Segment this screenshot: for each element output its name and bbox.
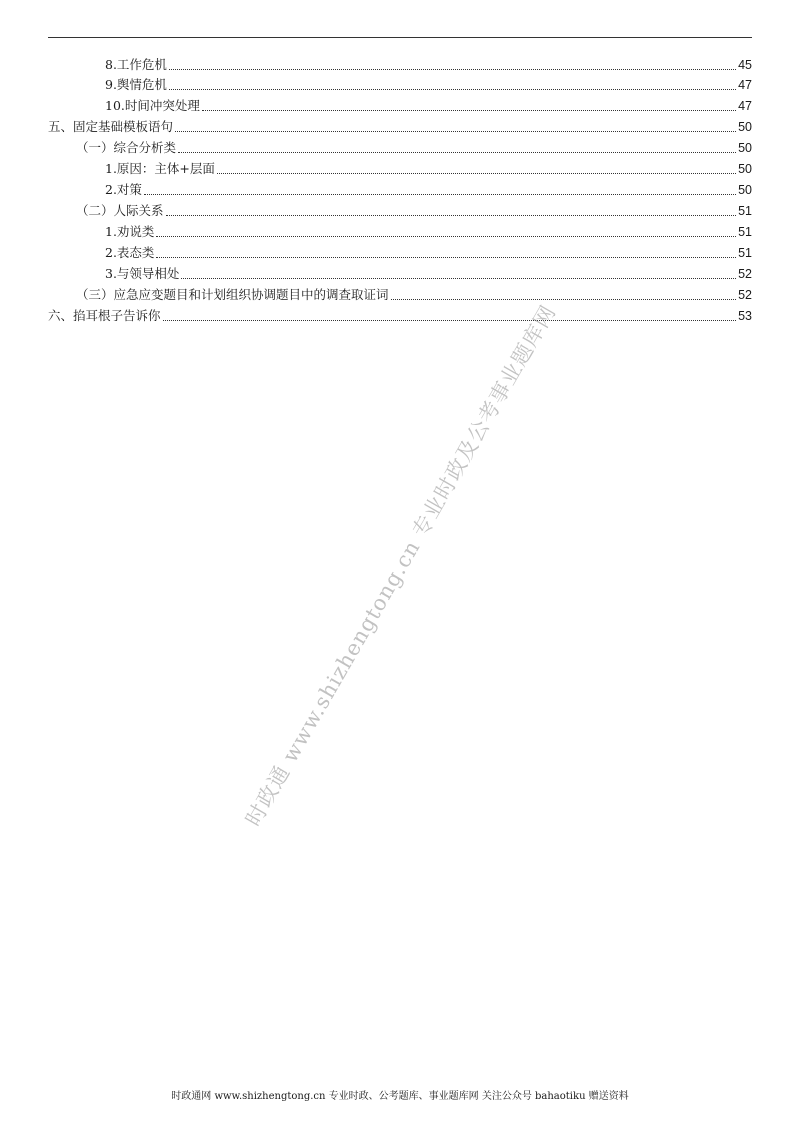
toc-entry-causes[interactable] — [105, 159, 752, 179]
toc-dot-leader — [163, 320, 737, 321]
toc-entry-stance[interactable] — [105, 243, 752, 263]
toc-entry-label: 10.时间冲突处理 — [105, 98, 200, 113]
toc-dot-leader — [202, 110, 736, 111]
header-rule — [48, 37, 752, 38]
toc-entry-comprehensive-analysis[interactable] — [76, 138, 752, 158]
toc-entry-interpersonal[interactable] — [76, 201, 752, 221]
toc-entry-label: 3.与领导相处 — [105, 266, 180, 281]
toc-dot-leader — [156, 257, 736, 258]
toc-dot-leader — [156, 236, 736, 237]
toc-entry-page: 47 — [738, 78, 752, 92]
toc-entry-page: 50 — [738, 141, 752, 155]
toc-entry-label: 五、固定基础模板语句 — [48, 119, 174, 134]
watermark: 时政通 www.shizhengtong.cn 专业时政及公考事业题库网 — [241, 300, 561, 831]
toc-entry-label: （一）综合分析类 — [76, 140, 177, 155]
page-footer: 时政通网 www.shizhengtong.cn 专业时政、公考题库、事业题库网 关注公众号 bahaotiku 赠送资料 — [171, 1091, 629, 1102]
toc-entry-label: 9.舆情危机 — [105, 77, 167, 92]
toc-entry-page: 52 — [738, 288, 752, 302]
toc-entry-label: 六、掐耳根子告诉你 — [48, 308, 161, 323]
toc-entry-page: 50 — [738, 162, 752, 176]
toc-entry-label: 1.原因：主体+层面 — [105, 161, 215, 176]
toc-entry-page: 50 — [738, 120, 752, 134]
toc-entry-investigation-terms[interactable] — [76, 285, 752, 305]
toc-dot-leader — [217, 173, 736, 174]
toc-entry-section-six[interactable] — [48, 306, 752, 326]
toc-dot-leader — [169, 89, 736, 90]
toc-entry-page: 51 — [738, 246, 752, 260]
toc-entry-page: 51 — [738, 204, 752, 218]
toc-entry-label: 8.工作危机 — [105, 57, 167, 72]
toc-entry-page: 47 — [738, 99, 752, 113]
toc-entry-persuasion[interactable] — [105, 222, 752, 242]
toc-entry-page: 52 — [738, 267, 752, 281]
toc-entry-page: 50 — [738, 183, 752, 197]
toc-entry-countermeasures[interactable] — [105, 180, 752, 200]
toc-entry-label: （三）应急应变题目和计划组织协调题目中的调查取证词 — [76, 287, 389, 302]
toc-entry-section-five[interactable] — [48, 117, 752, 137]
toc-dot-leader — [178, 152, 736, 153]
toc-entry-label: （二）人际关系 — [76, 203, 164, 218]
toc-entry-label: 2.表态类 — [105, 245, 155, 260]
toc-dot-leader — [166, 215, 737, 216]
toc-entry-public-opinion-crisis[interactable] — [105, 75, 752, 95]
toc-dot-leader — [181, 278, 736, 279]
toc-entry-page: 45 — [738, 58, 752, 72]
toc-entry-page: 51 — [738, 225, 752, 239]
toc-dot-leader — [175, 131, 736, 132]
toc-dot-leader — [169, 69, 736, 70]
toc-entry-label: 1.劝说类 — [105, 224, 155, 239]
toc-entry-with-leaders[interactable] — [105, 264, 752, 284]
toc-entry-work-crisis[interactable] — [105, 55, 752, 75]
toc-dot-leader — [144, 194, 736, 195]
toc-entry-page: 53 — [738, 309, 752, 323]
toc-entry-label: 2.对策 — [105, 182, 142, 197]
toc-dot-leader — [391, 299, 737, 300]
toc-entry-time-conflict[interactable] — [105, 96, 752, 116]
